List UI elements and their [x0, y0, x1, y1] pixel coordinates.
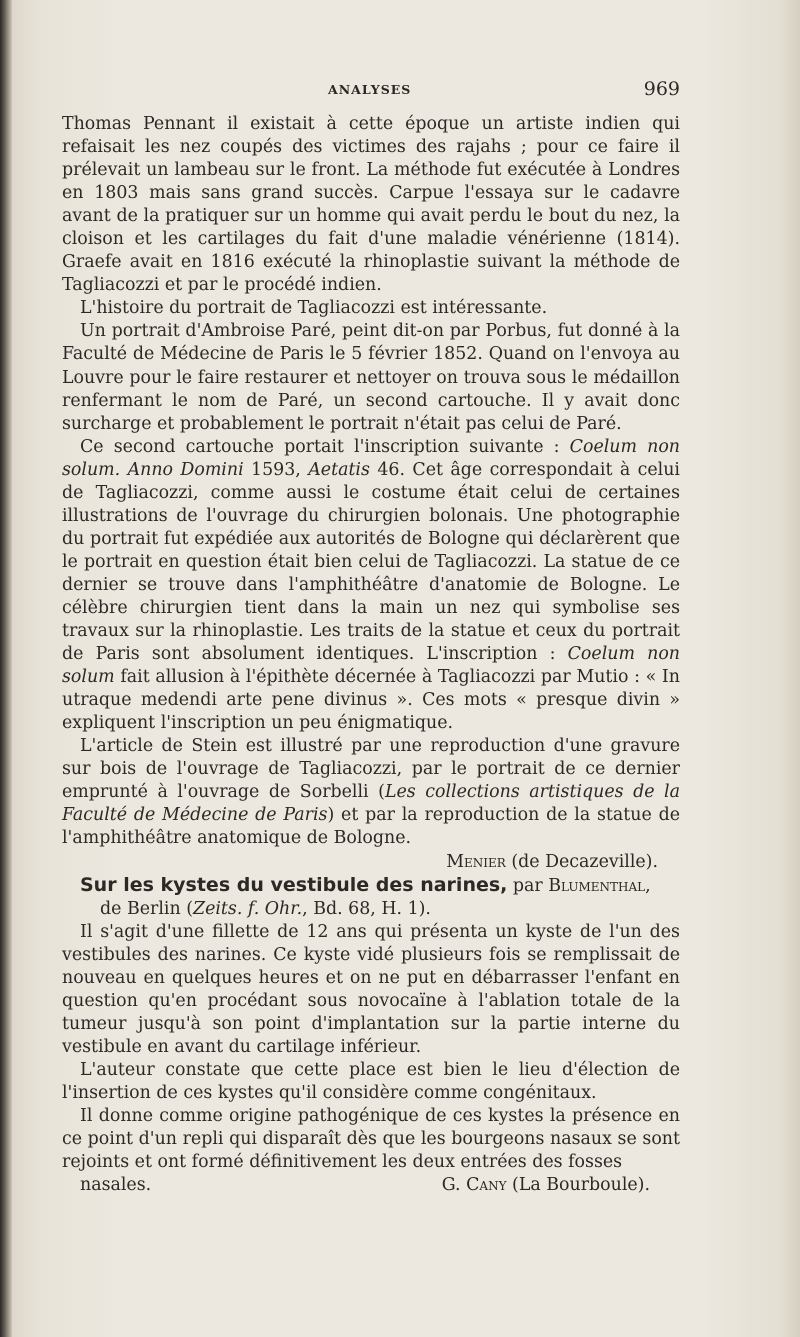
text-run: L'article de Stein est illustré par une reproduction d'une gravure sur bois de l'ouvrage de Tagliacozzi, par le portrait de ce dernier emprunté à l'ouvrage de Sorbelli ( — [62, 736, 680, 803]
text-run: 1593, — [243, 459, 309, 480]
text-run: de Berlin ( — [100, 898, 193, 919]
article1-paragraph-3: Un portrait d'Ambroise Paré, peint dit-on par Porbus, fut donné à la Faculté de Médecine de Paris le 5 février 1852. Quand on l'envoya au Louvre pour le faire restaurer et nettoyer on trouva sous le médaillon renfermant le nom de Paré, un second cartouche. Il y avait donc surcharge et probablement le portrait n'était pas celui de Paré. — [62, 321, 680, 434]
latin-inscription: Aetatis — [308, 459, 370, 480]
article-title: Sur les kystes du vestibule des narines, — [80, 873, 508, 896]
article2-reference — [62, 898, 680, 921]
article2-final-line — [62, 1174, 680, 1197]
cited-work: Les collections artistiques de la Faculté de Médecine de Paris — [62, 782, 680, 826]
article2-paragraph-1: Il s'agit d'une fillette de 12 ans qui présenta un kyste de l'un des vestibules des narines. Ce kyste vidé plusieurs fois se remplissait de nouveau en quelques heures et on ne put en débarrasser l'enfant en question qu'en procédant sous novocaïne à l'ablation totale de la tumeur jusqu'à son point d'implantation sur la partie interne du vestibule en avant du cartilage inférieur. — [62, 921, 680, 1057]
page-header — [62, 78, 680, 104]
article-author: Blumenthal, — [548, 875, 651, 896]
signature-name: Cany — [466, 1175, 507, 1196]
text-run: ) et par la reproduction de la statue de l'amphithéâtre anatomique de Bologne. — [62, 805, 680, 849]
signature-place: (La Bourboule). — [506, 1175, 650, 1196]
text-run: nasales. — [80, 1175, 152, 1196]
article2-paragraph-2: L'auteur constate que cette place est bien le lieu d'élection de l'insertion de ces kystes qu'il considère comme congénitaux. — [62, 1059, 680, 1103]
journal-name: Zeits. f. Ohr. — [192, 898, 303, 919]
signature-place: (de Decazeville). — [505, 851, 658, 872]
text-run: par — [507, 875, 549, 896]
article1-paragraph-5 — [62, 735, 680, 850]
article2-signature — [364, 1174, 650, 1197]
article2-heading — [62, 874, 680, 898]
signature-initial: G. — [441, 1175, 467, 1196]
latin-inscription: Coelum non solum — [62, 644, 680, 688]
article1-signature — [62, 851, 680, 874]
latin-inscription: Coelum non solum. Anno Domini — [62, 436, 680, 480]
page-number: 969 — [643, 78, 680, 100]
text-run: Ce second cartouche portait l'inscription suivante : — [80, 436, 570, 457]
text-run: fait allusion à l'épithète décernée à Tagliacozzi par Mutio : « In utraque medendi arte pene divinus ». Ces mots « presque divin » expliquent l'inscription un peu énigmatique. — [62, 667, 680, 734]
text-run: 46. Cet âge correspondait à celui de Tagliacozzi, comme aussi le costume était celui de certaines illustrations de l'ouvrage du chirurgien bolonais. Une photographie du portrait fut expédiée aux autorités de Bologne qui déclarèrent que le portrait en question était bien celui de Tagliacozzi. La statue de ce dernier se trouve dans l'amphithéâtre d'anatomie de Bologne. Le célèbre chirurgien tient dans la main un nez qui symbolise ses travaux sur la rhinoplastie. Les traits de la statue et ceux du portrait de Paris sont absolument identiques. L'inscription : — [62, 459, 680, 665]
binding-edge — [0, 0, 12, 1337]
running-head: ANALYSES — [328, 82, 412, 97]
article1-paragraph-1: Thomas Pennant il existait à cette époque un artiste indien qui refaisait les nez coupés des victimes des rajahs ; pour ce faire il prélevait un lambeau sur le front. La méthode fut exécutée à Londres en 1803 mais sans grand succès. Carpue l'essaya sur le cadavre avant de la pratiquer sur un homme qui avait perdu le bout du nez, la cloison et les cartilages du fait d'une maladie vénérienne (1814). Graefe avait en 1816 exécuté la rhinoplastie suivant la méthode de Tagliacozzi et par le procédé indien. — [62, 114, 680, 296]
body-text — [62, 113, 680, 1197]
article1-paragraph-2: L'histoire du portrait de Tagliacozzi est intéressante. — [80, 298, 548, 319]
article2-paragraph-3: Il donne comme origine pathogénique de ces kystes la présence en ce point d'un repli qui disparaît dès que les bourgeons nasaux se sont rejoints et ont formé définitivement les deux entrées des fosses — [62, 1106, 680, 1173]
article1-paragraph-4 — [62, 436, 680, 736]
signature-name: Menier — [446, 851, 506, 872]
text-run: , Bd. 68, H. 1). — [302, 898, 431, 919]
